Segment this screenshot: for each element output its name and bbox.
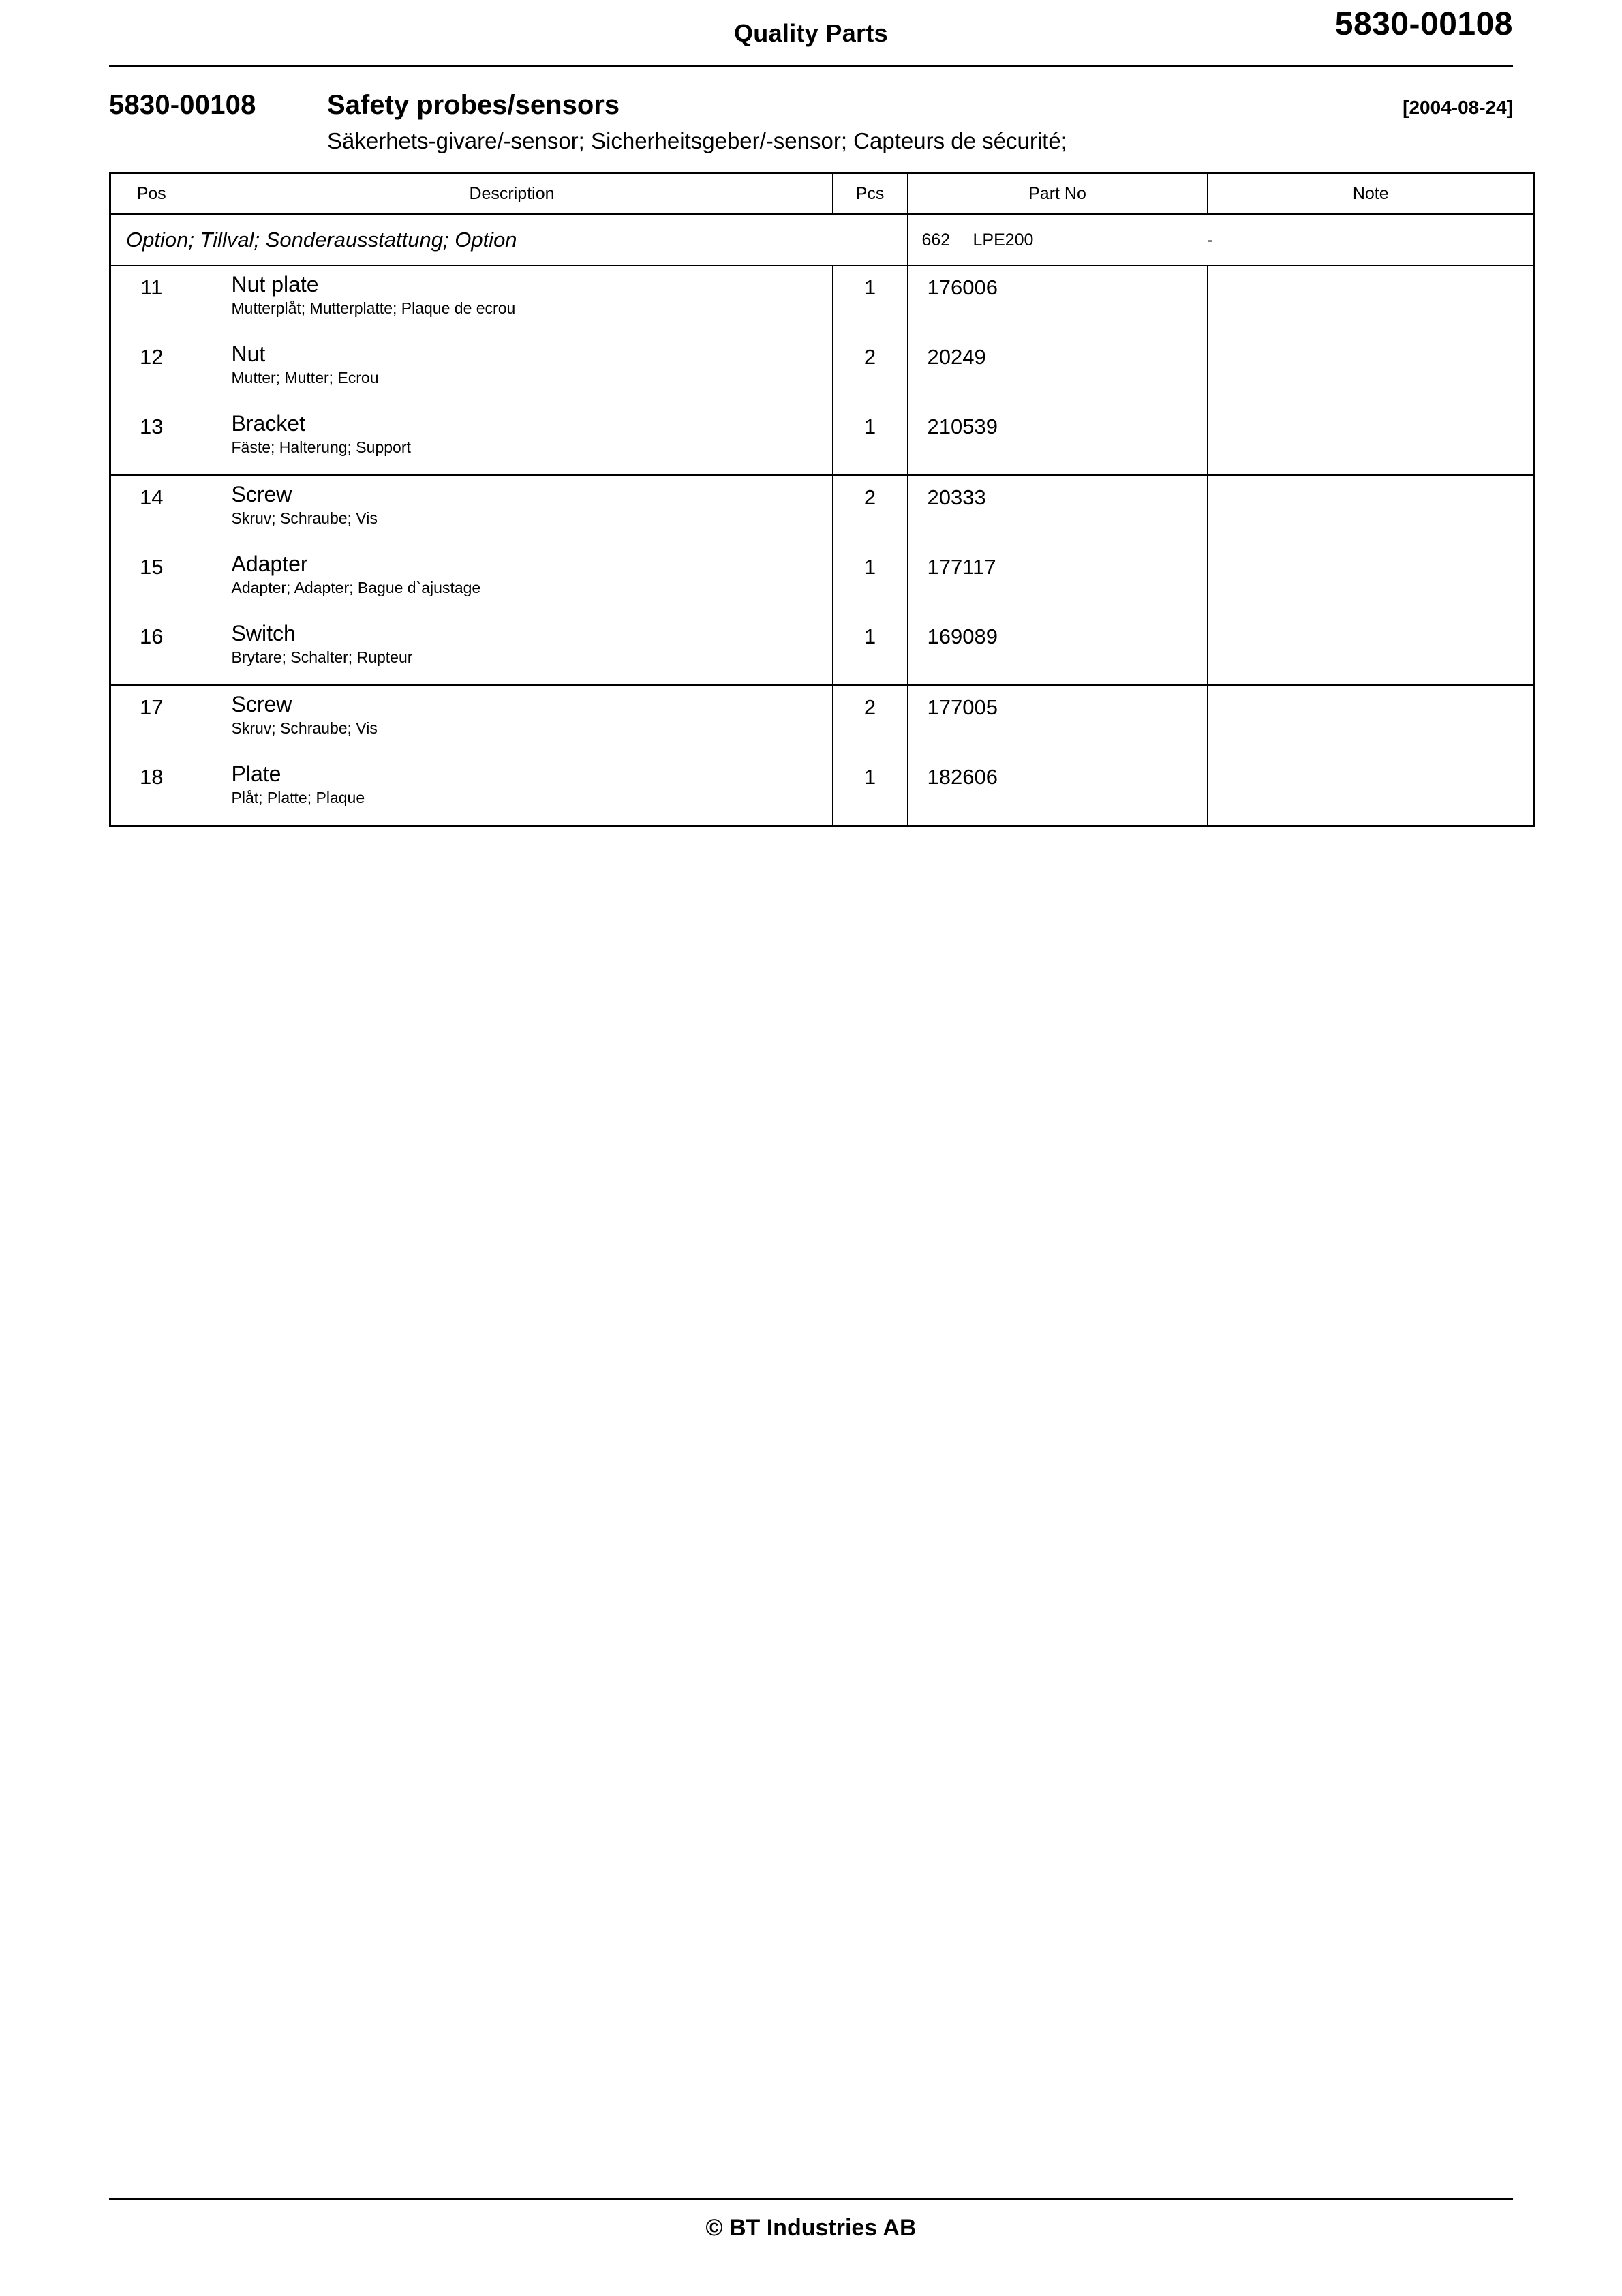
description-name: Screw: [231, 692, 292, 716]
column-header-pcs: Pcs: [833, 173, 908, 215]
option-model: LPE200: [973, 230, 1034, 250]
description-name: Nut: [231, 342, 266, 366]
cell-part-no: 20249: [908, 335, 1208, 405]
cell-note: [1208, 405, 1535, 475]
cell-pcs: 1: [833, 755, 908, 826]
cell-part-no: 169089: [908, 615, 1208, 685]
description-name: Nut plate: [231, 272, 319, 297]
column-header-part-no: Part No: [908, 173, 1208, 215]
option-bar-row: [110, 215, 1535, 266]
table-row: [110, 335, 1535, 405]
cell-note: [1208, 335, 1535, 405]
section-code: 5830-00108: [109, 90, 256, 120]
description-name: Plate: [231, 761, 281, 786]
cell-note: [1208, 265, 1535, 335]
cell-note: [1208, 755, 1535, 826]
option-label-cell: [110, 215, 908, 266]
table-row: [110, 265, 1535, 335]
cell-pcs: 2: [833, 335, 908, 405]
cell-description: [192, 545, 833, 615]
table-header-row: [110, 173, 1535, 215]
cell-description: [192, 475, 833, 545]
option-note-cell: [1208, 215, 1535, 266]
table-row: [110, 405, 1535, 475]
description-name: Adapter: [231, 552, 308, 576]
cell-pos: 18: [140, 765, 164, 789]
column-header-pos: Pos: [110, 173, 192, 215]
description-translations: Skruv; Schraube; Vis: [231, 509, 378, 527]
cell-pos: 17: [140, 695, 164, 719]
description-translations: Fäste; Halterung; Support: [231, 438, 411, 456]
cell-note: [1208, 545, 1535, 615]
cell-part-no: 177117: [908, 545, 1208, 615]
cell-pcs: 1: [833, 405, 908, 475]
page-title: Safety probes/sensors: [327, 90, 620, 120]
cell-pcs: 2: [833, 475, 908, 545]
description-name: Bracket: [231, 411, 305, 436]
table-row: [110, 545, 1535, 615]
header-document-number: 5830-00108: [1334, 6, 1513, 42]
description-translations: Brytare; Schalter; Rupteur: [231, 648, 413, 666]
cell-pos: 12: [140, 345, 164, 369]
cell-pos: 11: [140, 275, 163, 299]
table-row: [110, 685, 1535, 755]
column-header-note: Note: [1208, 173, 1535, 215]
cell-part-no: 182606: [908, 755, 1208, 826]
header-divider: [109, 65, 1513, 67]
cell-note: [1208, 615, 1535, 685]
description-name: Switch: [231, 621, 296, 646]
cell-pcs: 1: [833, 545, 908, 615]
cell-note: [1208, 475, 1535, 545]
cell-pcs: 1: [833, 265, 908, 335]
table-row: [110, 755, 1535, 826]
cell-pos: 13: [110, 405, 192, 475]
option-model-cell: [908, 215, 1208, 266]
cell-part-no: 20333: [908, 475, 1208, 545]
column-header-description: Description: [192, 173, 833, 215]
description-translations: Plåt; Platte; Plaque: [231, 788, 365, 806]
cell-pcs: 1: [833, 615, 908, 685]
option-label: Option; Tillval; Sonderausstattung; Option: [126, 228, 517, 252]
table-row: [110, 615, 1535, 685]
cell-description: [192, 685, 833, 755]
cell-part-no: 176006: [908, 265, 1208, 335]
parts-table-body: [110, 265, 1535, 826]
page-subtitle: Säkerhets-givare/-sensor; Sicherheitsgeber/-sensor; Capteurs de sécurité;: [327, 128, 1067, 153]
page-footer: [109, 2198, 1513, 2241]
footer-copyright: © BT Industries AB: [705, 2215, 917, 2241]
option-note: -: [1207, 230, 1213, 250]
cell-pos: 14: [140, 485, 164, 509]
description-translations: Mutter; Mutter; Ecrou: [231, 368, 379, 387]
cell-description: [192, 335, 833, 405]
cell-pos: 15: [140, 555, 164, 579]
cell-description: [192, 405, 833, 475]
parts-table: [109, 172, 1535, 827]
cell-part-no: 210539: [908, 405, 1208, 475]
cell-note: [1208, 685, 1535, 755]
table-row: [110, 475, 1535, 545]
cell-description: [192, 615, 833, 685]
cell-part-no: 177005: [908, 685, 1208, 755]
option-code: 662: [921, 230, 951, 250]
footer-divider: [109, 2198, 1513, 2200]
description-translations: Adapter; Adapter; Bague d`ajustage: [231, 578, 481, 596]
description-translations: Mutterplåt; Mutterplatte; Plaque de ecrou: [231, 299, 516, 317]
cell-pcs: 2: [833, 685, 908, 755]
cell-pos: 16: [110, 615, 192, 685]
revision-date: [2004-08-24]: [1403, 97, 1513, 118]
header-title: Quality Parts: [734, 19, 888, 47]
description-name: Screw: [231, 482, 292, 507]
page-header: [109, 0, 1513, 75]
cell-description: [192, 755, 833, 826]
description-translations: Skruv; Schraube; Vis: [231, 719, 378, 737]
cell-description: [192, 265, 833, 335]
title-block: [109, 90, 1513, 165]
